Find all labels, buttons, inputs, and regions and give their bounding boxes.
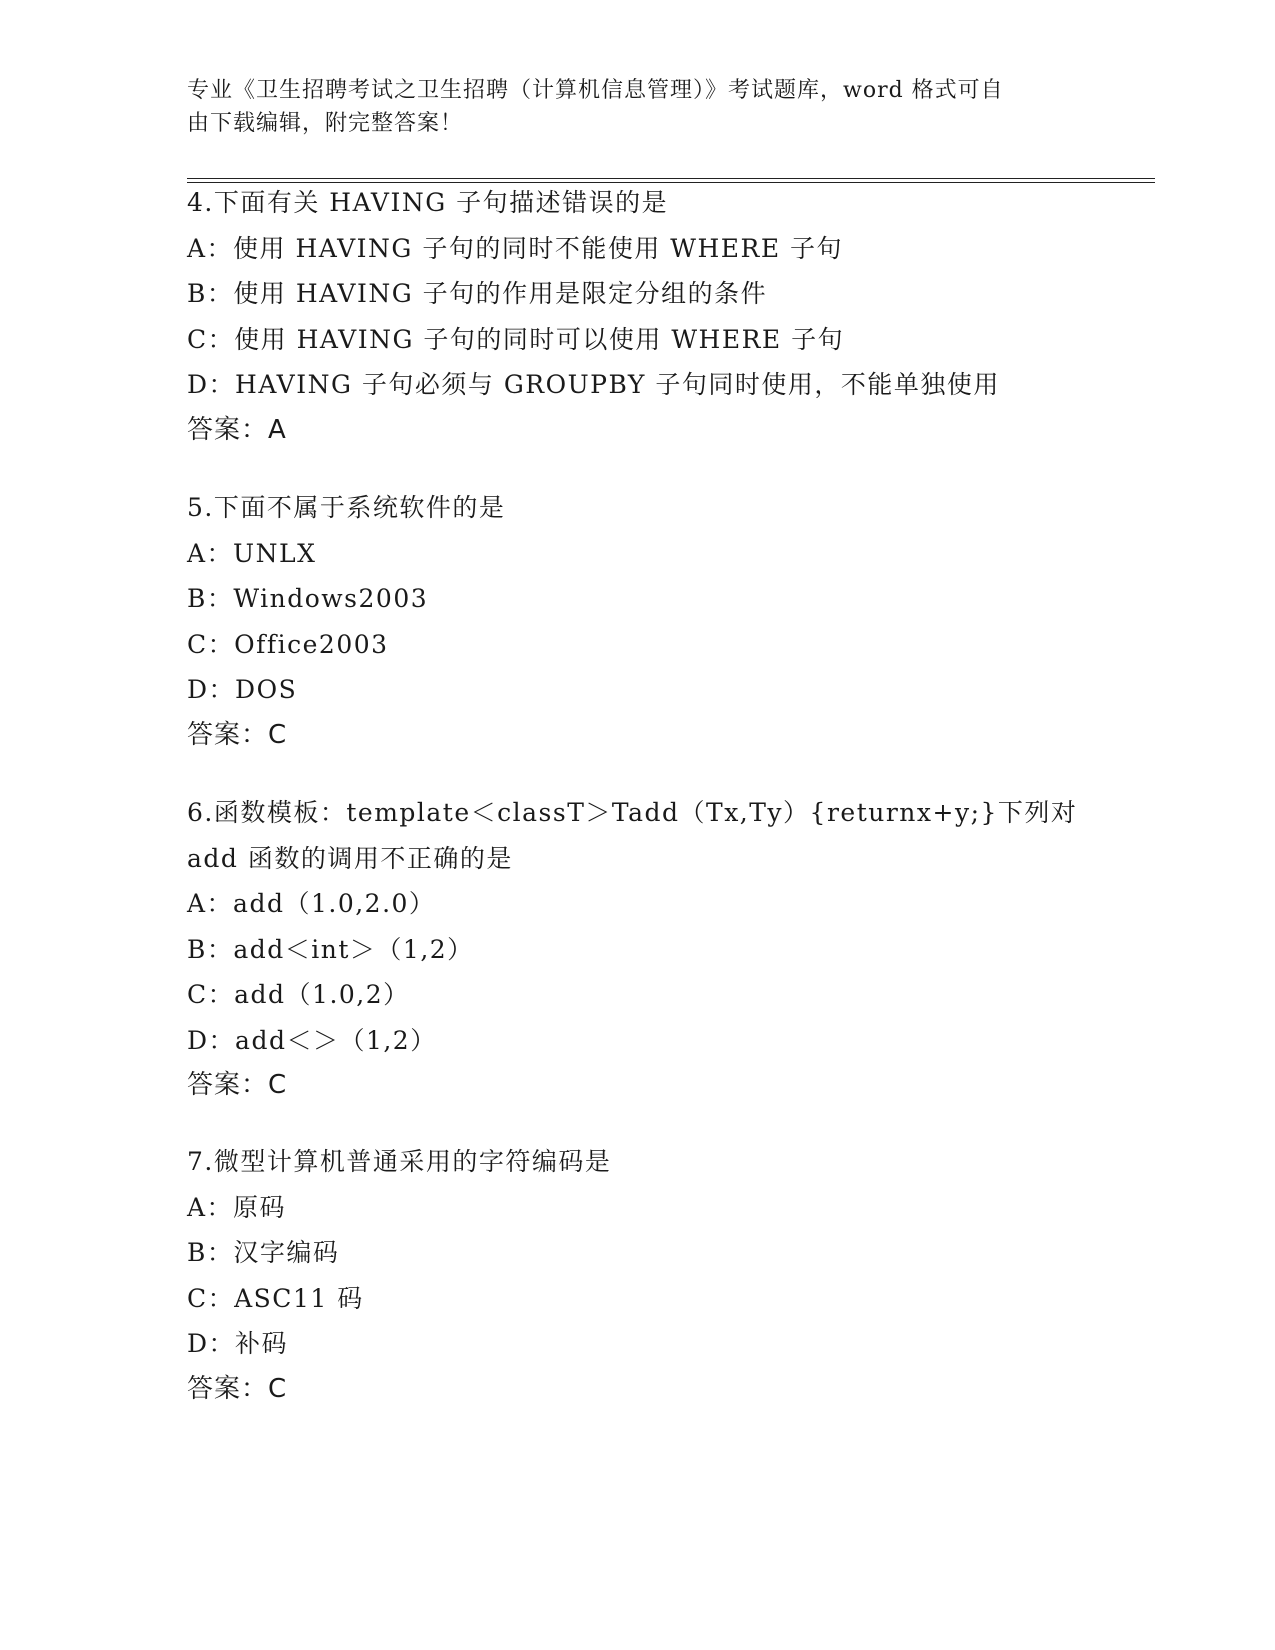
answer-label: 答案：C — [187, 1373, 288, 1404]
option-d: D：补码 — [187, 1329, 289, 1358]
option-b: B：汉字编码 — [187, 1238, 340, 1267]
option-d: D：DOS — [187, 675, 298, 704]
option-a: A：使用 HAVING 子句的同时不能使用 WHERE 子句 — [187, 233, 844, 263]
option-b: B：使用 HAVING 子句的作用是限定分组的条件 — [187, 279, 768, 308]
question-5 — [187, 485, 1087, 758]
header-line-1: 专业《卫生招聘考试之卫生招聘（计算机信息管理）》考试题库，word 格式可自 — [187, 78, 1004, 103]
header-line-2: 由下载编辑，附完整答案！ — [187, 111, 464, 136]
answer-label: 答案：A — [187, 414, 287, 445]
answer-label: 答案：C — [187, 1070, 288, 1100]
question-stem-line-2: add 函数的调用不正确的是 — [187, 843, 513, 873]
option-a: A：UNLX — [187, 538, 317, 568]
question-4 — [187, 180, 1087, 453]
option-c: C：使用 HAVING 子句的同时可以使用 WHERE 子句 — [187, 324, 845, 354]
question-6 — [187, 790, 1087, 1109]
question-stem: 5.下面不属于系统软件的是 — [187, 493, 506, 522]
option-c: C：ASC11 码 — [187, 1283, 364, 1313]
option-c: C：Office2003 — [187, 629, 389, 659]
answer-label: 答案：C — [187, 719, 288, 750]
question-stem: 4.下面有关 HAVING 子句描述错误的是 — [187, 188, 669, 217]
option-b: B：Windows2003 — [187, 584, 429, 613]
option-a: A：原码 — [187, 1192, 287, 1222]
option-a: A：add（1.0,2.0） — [187, 889, 436, 918]
question-7 — [187, 1139, 1087, 1412]
question-stem-line-1: 6.函数模板：template＜classT＞Tadd（Tx,Ty）{returnx+y;}下列对 — [187, 798, 1078, 827]
option-d: D：HAVING 子句必须与 GROUPBY 子句同时使用，不能单独使用 — [187, 370, 1000, 399]
document-header — [187, 74, 1087, 140]
option-b: B：add＜int＞（1,2） — [187, 934, 474, 964]
question-stem: 7.微型计算机普通采用的字符编码是 — [187, 1147, 612, 1176]
option-d: D：add＜＞（1,2） — [187, 1025, 437, 1055]
option-c: C：add（1.0,2） — [187, 980, 410, 1009]
